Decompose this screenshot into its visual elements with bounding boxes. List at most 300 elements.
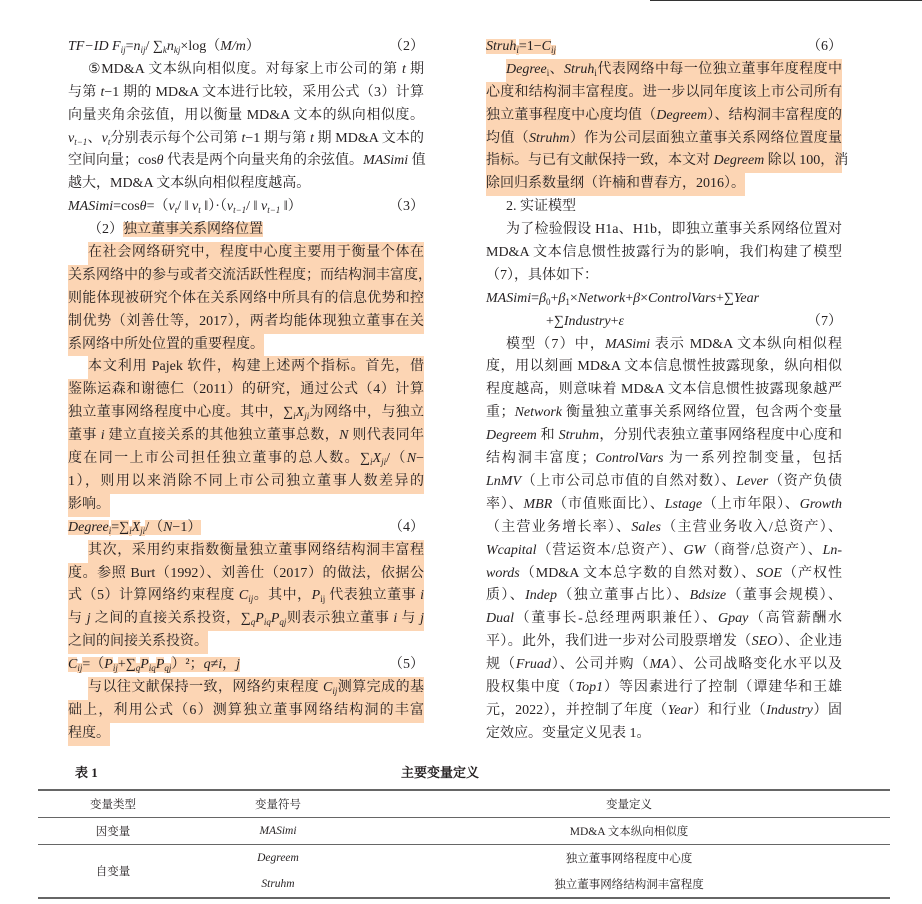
cell-type: 自变量 xyxy=(95,866,131,878)
equation-number: （7） xyxy=(807,313,842,329)
text-line xyxy=(486,723,842,746)
text-segment: 结构洞丰富度； xyxy=(486,451,596,467)
text-segment: 础上，利用公式（6）测算独立董事网络结构洞的丰富 xyxy=(68,702,424,718)
text-segment: ×log（ xyxy=(180,39,221,54)
text-segment: ）等因素进行了控制（谭建华和王雄 xyxy=(603,679,843,695)
text-segment: 除回归系数量纲（许楠和曹春方，2016）。 xyxy=(486,176,745,192)
text-segment: v xyxy=(68,130,75,146)
text-segment: − xyxy=(416,451,425,467)
text-segment: β xyxy=(539,290,546,306)
text-segment: t xyxy=(174,205,178,216)
text-segment: （营运资本/总资产）、 xyxy=(536,542,684,558)
text-line xyxy=(486,608,842,631)
text-segment: q xyxy=(250,617,256,628)
text-segment: =1− xyxy=(518,39,542,54)
text-segment: （MD&A 文本总字数的自然对数）、 xyxy=(519,565,757,581)
text-segment: 式（5）计算网络约束程度 xyxy=(68,588,239,604)
text-segment: （产权性 xyxy=(781,565,843,581)
text-segment: t xyxy=(100,84,105,100)
text-segment: 独立董事关系网络位置 xyxy=(123,222,263,238)
text-segment: ， xyxy=(222,657,237,673)
text-segment: −1 期与第 xyxy=(245,130,310,146)
table-header-row xyxy=(38,790,890,818)
table-row xyxy=(38,818,890,845)
equation-number: （3） xyxy=(389,199,424,215)
text-segment: words xyxy=(486,565,520,581)
text-segment: 心度和结构洞丰富程度。进一步以同年度该上市公司所有 xyxy=(486,84,842,100)
equation-number: （4） xyxy=(389,519,424,535)
text-segment: P xyxy=(140,657,149,673)
text-line xyxy=(486,517,842,540)
text-segment: N xyxy=(163,519,173,535)
text-segment: MASimi xyxy=(605,336,651,352)
text-segment: 为了检验假设 H1a、H1b，即独立董事关系网络位置对 xyxy=(506,222,842,238)
text-segment: i xyxy=(420,588,425,604)
text-segment: 程度。 xyxy=(68,725,110,741)
text-segment: ） xyxy=(245,39,260,54)
text-segment: 1 xyxy=(565,296,570,307)
text-line xyxy=(486,402,842,425)
text-segment: ）、公司战略变化水平以及 xyxy=(669,657,843,673)
text-segment: Struh xyxy=(486,39,517,54)
text-segment: Lstage xyxy=(664,496,703,512)
cell-symbol: MASimi xyxy=(259,825,297,837)
text-segment: Year xyxy=(733,290,760,306)
text-segment: C xyxy=(541,39,551,54)
table-row xyxy=(38,845,890,872)
text-segment: 平）。此外，我们进一步对公司股票增发（ xyxy=(486,634,752,650)
text-segment: 与以往文献保持一致，网络约束程度 xyxy=(88,679,323,695)
text-segment: 鉴陈运森和谢德仁（2011）的研究，通过公式（4）计算 xyxy=(68,382,424,398)
text-segment: i xyxy=(100,428,105,444)
text-segment: ，分别代表独立董事网络程度中心度和 xyxy=(599,428,843,444)
text-segment: 与 xyxy=(397,611,421,627)
text-segment: 在社会网络研究中，程度中心度主要用于衡量个体在 xyxy=(88,245,424,261)
text-segment: X xyxy=(295,405,305,421)
text-segment: 与 xyxy=(68,611,87,627)
text-segment: kj xyxy=(173,45,181,55)
text-segment: MA xyxy=(649,657,670,673)
text-line xyxy=(88,59,424,82)
text-segment: 、 xyxy=(87,130,102,146)
text-segment: P xyxy=(104,657,113,673)
text-segment: ji xyxy=(381,457,387,468)
text-line xyxy=(68,288,424,311)
text-segment: X xyxy=(372,451,382,467)
text-line xyxy=(486,471,842,494)
text-segment: （独立董事占比）、 xyxy=(556,588,690,604)
text-segment: 制优势（刘善仕等，2017），两者均能体现独立董事在关 xyxy=(68,313,424,329)
text-line xyxy=(486,105,842,128)
text-segment: ）、公司并购（ xyxy=(550,657,650,673)
text-segment: （市值账面比）、 xyxy=(552,496,665,512)
text-line xyxy=(68,585,424,608)
text-segment: （2） xyxy=(88,222,123,238)
text-segment: = xyxy=(531,290,540,306)
text-segment: N xyxy=(339,428,349,444)
text-segment: β xyxy=(558,290,566,306)
text-segment: q xyxy=(135,663,141,674)
text-segment: 率）、 xyxy=(486,496,524,512)
text-segment: （董事会规模）、 xyxy=(726,588,842,604)
text-segment: × xyxy=(640,290,649,306)
text-line xyxy=(486,242,842,265)
cell-symbol: Struhm xyxy=(261,878,295,890)
text-segment: Wcapital xyxy=(486,542,537,558)
text-segment: Bdsize xyxy=(689,588,727,604)
text-segment: j xyxy=(420,611,425,627)
text-segment: k xyxy=(162,45,167,55)
text-segment: 之间的间接关系投资。 xyxy=(68,634,208,650)
cell-symbol: Degreem xyxy=(257,852,299,864)
text-line xyxy=(486,631,842,654)
text-segment: v xyxy=(101,130,108,146)
formula xyxy=(68,654,240,677)
text-segment: Struhm xyxy=(529,130,570,146)
text-segment: = xyxy=(125,39,134,54)
text-segment: ij xyxy=(77,663,83,674)
text-segment: 本文利用 Pajek 软件，构建上述两个指标。首先，借 xyxy=(88,359,424,375)
formula xyxy=(486,288,759,311)
text-segment: Top1 xyxy=(575,679,604,695)
text-segment: （上市公司总市值的自然对数）、 xyxy=(521,473,737,489)
text-segment: 度在同一上市公司担任独立董事的总人数。∑ xyxy=(68,451,371,467)
text-segment: N xyxy=(406,451,417,467)
text-line xyxy=(68,105,424,128)
text-segment: ε xyxy=(618,313,624,329)
text-line xyxy=(68,723,110,746)
text-line xyxy=(486,379,842,402)
text-segment: −1 期的 MD&A 文本进行比较，采用公式（3）计算 xyxy=(104,84,424,100)
text-segment: ）²； xyxy=(171,657,204,673)
text-segment: i xyxy=(129,525,132,536)
equation-number: （2） xyxy=(389,39,424,54)
formula-line xyxy=(68,517,424,540)
text-segment: C xyxy=(68,657,78,673)
formula-line xyxy=(486,36,842,59)
text-segment: 期 MD&A 文本的 xyxy=(313,130,425,146)
text-segment: 分别表示每个公司第 xyxy=(110,130,242,146)
text-segment: ）固 xyxy=(812,702,843,718)
text-line xyxy=(68,471,424,494)
text-segment: ij xyxy=(248,594,254,605)
text-segment: θ xyxy=(156,153,164,169)
text-segment: 均值（ xyxy=(486,130,530,146)
formula-line xyxy=(68,36,424,59)
formula xyxy=(68,517,201,540)
text-segment: v xyxy=(226,199,234,215)
text-segment: v xyxy=(192,199,199,215)
text-segment: n xyxy=(166,39,174,54)
text-segment: 股权集中度（ xyxy=(486,679,576,695)
text-line xyxy=(68,608,424,631)
text-segment: Degree xyxy=(68,519,109,535)
text-segment: C xyxy=(323,679,333,695)
text-segment: 重； xyxy=(486,405,515,421)
text-segment: P xyxy=(255,611,264,627)
text-segment: v xyxy=(260,199,268,215)
text-line xyxy=(486,173,745,196)
table-title: 主要变量定义 xyxy=(400,765,479,780)
text-line xyxy=(68,700,424,723)
text-segment: MBR xyxy=(523,496,553,512)
text-segment: + xyxy=(550,290,559,306)
text-segment: ≠ xyxy=(210,657,219,673)
text-line xyxy=(506,334,842,357)
text-segment: 向量夹角余弦值，用以衡量 MD&A 文本的纵向相似度。 xyxy=(68,107,424,123)
text-line xyxy=(88,219,424,242)
text-segment: =cos xyxy=(113,199,140,215)
text-line xyxy=(88,242,424,265)
text-segment: （董事长-总经理两职兼任）、 xyxy=(514,611,718,627)
text-segment: 规（ xyxy=(486,657,516,673)
text-segment: ij xyxy=(551,45,557,55)
text-segment: 则代表同年 xyxy=(348,428,425,444)
text-segment: （高管薪酬水 xyxy=(748,611,842,627)
text-segment: =（ xyxy=(82,657,105,673)
text-segment: iq xyxy=(263,617,271,628)
text-segment: + xyxy=(625,290,634,306)
text-segment: Indep xyxy=(525,588,557,604)
text-segment: i xyxy=(218,657,223,673)
text-segment: 程度越高，则意味着 MD&A 文本信息惯性披露现象越严 xyxy=(486,382,842,398)
formula-line xyxy=(68,196,424,219)
text-segment: +∑ xyxy=(117,657,136,673)
text-segment: t xyxy=(198,205,201,216)
text-segment: iq xyxy=(148,663,156,674)
text-line xyxy=(506,196,842,219)
text-line xyxy=(486,585,842,608)
formula xyxy=(546,311,624,334)
text-segment: j xyxy=(86,611,91,627)
text-segment: ）和行业（ xyxy=(692,702,767,718)
text-segment: 独立董事网络程度中心度。其中，∑ xyxy=(68,405,294,421)
equation-number: （6） xyxy=(807,39,842,54)
text-segment: qj xyxy=(164,663,172,674)
text-segment: t−1 xyxy=(267,205,281,216)
text-segment: t xyxy=(107,136,111,147)
text-line xyxy=(68,311,424,334)
text-segment: t xyxy=(241,130,246,146)
text-line xyxy=(68,173,424,196)
text-segment: j xyxy=(236,657,241,673)
header-rule xyxy=(650,0,922,1)
text-segment: i xyxy=(393,611,398,627)
text-segment: 2. 实证模型 xyxy=(506,199,576,215)
text-segment: Network xyxy=(577,290,626,306)
text-segment: X xyxy=(131,519,141,535)
text-line xyxy=(68,402,424,425)
text-segment: ij xyxy=(332,685,338,696)
variable-definition-table xyxy=(38,789,890,899)
text-segment: 0 xyxy=(546,296,551,307)
text-line xyxy=(486,540,842,563)
text-line xyxy=(506,59,842,82)
text-segment: 。其中， xyxy=(253,588,312,604)
text-segment: ‖） xyxy=(280,199,302,215)
text-line xyxy=(88,677,424,700)
text-segment: 度，用以刻画 MD&A 文本信息惯性披露现象，纵向相似 xyxy=(486,359,842,375)
formula-line xyxy=(68,654,424,677)
text-segment: =∑ xyxy=(111,519,130,535)
text-segment: SOE xyxy=(756,565,782,581)
text-segment: ControlVars xyxy=(648,290,716,306)
text-line xyxy=(486,563,842,586)
text-segment: （7），具体如下： xyxy=(486,267,598,283)
text-segment: 关系网络中的参与或者交流活跃性程度；而结构洞丰富度， xyxy=(68,267,432,283)
text-segment: C xyxy=(238,588,249,604)
formula xyxy=(68,36,260,59)
text-segment: P xyxy=(311,588,321,604)
text-line xyxy=(68,82,424,105)
text-segment: 与第 xyxy=(68,84,101,100)
text-segment: ‖）·（ xyxy=(200,199,227,215)
text-line xyxy=(486,150,849,173)
text-segment: 指标。与已有文献保持一致，本文对 xyxy=(486,153,714,169)
text-segment: ji xyxy=(140,525,146,536)
text-line xyxy=(486,700,842,723)
text-segment: 1），则用以来消除不同上市公司独立董事人数差异的 xyxy=(68,473,424,489)
text-line xyxy=(486,654,842,677)
text-segment: MASimi xyxy=(486,290,532,306)
text-segment: v xyxy=(168,199,175,215)
text-segment: 元，2022），并控制了年度（ xyxy=(486,702,668,718)
text-segment: × xyxy=(569,290,578,306)
text-segment: （上市年限）、 xyxy=(702,496,800,512)
text-segment: 期 xyxy=(405,61,425,77)
text-segment: M/m xyxy=(220,39,246,54)
text-line xyxy=(486,356,842,379)
text-segment: 为网络中，与独立 xyxy=(309,405,425,421)
text-line xyxy=(88,356,424,379)
text-segment: Lever xyxy=(736,473,769,489)
text-segment: ⑤MD&A 文本纵向相似度。对每家上市公司的第 xyxy=(88,61,402,77)
text-line xyxy=(68,494,110,517)
text-segment: /（ xyxy=(145,519,164,535)
text-segment: q xyxy=(203,657,211,673)
text-segment: t−1 xyxy=(233,205,247,216)
text-segment: ij xyxy=(320,594,326,605)
text-segment: Gpay xyxy=(717,611,749,627)
text-segment: 表示 MD&A 文本纵向相似程 xyxy=(650,336,842,352)
cell-type: 因变量 xyxy=(95,826,131,838)
text-segment: ij xyxy=(120,45,126,55)
text-segment: Ln- xyxy=(822,542,843,558)
text-segment: ）、结构洞丰富程度的 xyxy=(707,107,843,123)
text-segment: ji xyxy=(304,411,310,422)
text-segment: 影响。 xyxy=(68,496,110,512)
text-segment: 独立董事程度中心度均值（ xyxy=(486,107,657,123)
text-segment: Degreem xyxy=(656,107,708,123)
text-segment: MD&A 文本信息惯性披露行为的影响，我们构建了模型 xyxy=(486,245,842,261)
cell-definition: 独立董事网络程度中心度 xyxy=(565,853,693,865)
text-segment: t xyxy=(401,61,406,77)
text-segment: MASimi xyxy=(363,153,409,169)
text-segment: SEO xyxy=(751,634,778,650)
text-line xyxy=(68,128,424,151)
text-segment: −1） xyxy=(172,519,202,535)
text-segment: n xyxy=(133,39,141,54)
left-column xyxy=(68,36,432,746)
text-segment: / ‖ xyxy=(177,199,193,215)
text-line xyxy=(68,631,208,654)
text-segment: =（ xyxy=(146,199,169,215)
header-type: 变量类型 xyxy=(90,799,136,811)
text-segment: Growth xyxy=(799,496,843,512)
text-segment: Industry xyxy=(766,702,813,718)
text-line xyxy=(486,494,842,517)
formula xyxy=(68,196,302,219)
formula xyxy=(486,36,556,59)
text-line xyxy=(506,219,842,242)
text-segment: i xyxy=(546,67,550,78)
text-segment: ）作为公司层面独立董事关系网络位置度量 xyxy=(569,130,843,146)
text-segment: 代表网络中每一位独立董事年度程度中 xyxy=(596,61,843,77)
formula-line xyxy=(486,311,842,334)
text-segment: i xyxy=(108,525,112,536)
cell-definition: 独立董事网络结构洞丰富程度 xyxy=(554,879,704,891)
text-line xyxy=(68,150,424,173)
text-segment: Dual xyxy=(486,611,514,627)
header-definition: 变量定义 xyxy=(606,799,652,811)
text-segment: 则表示独立董事 xyxy=(286,611,394,627)
text-segment: MASimi xyxy=(68,199,114,215)
text-segment: GW xyxy=(683,542,706,558)
text-segment: Network xyxy=(514,405,563,421)
text-segment: 系网络中所处位置的重要程度。 xyxy=(68,336,264,352)
text-segment: +∑ xyxy=(716,290,734,306)
text-segment: 和 xyxy=(536,428,559,444)
text-line xyxy=(68,334,264,357)
text-segment: + xyxy=(610,313,619,329)
text-segment: ij xyxy=(140,45,146,55)
text-line xyxy=(68,425,424,448)
text-segment: P xyxy=(270,611,280,627)
text-line xyxy=(68,563,424,586)
text-segment: 则能体现被研究个体在关系网络中所具有的信息优势和控 xyxy=(68,290,424,306)
text-segment: t xyxy=(309,130,314,146)
text-segment: 值 xyxy=(408,153,426,169)
text-segment: β xyxy=(633,290,641,306)
text-segment: 代表独立董事 xyxy=(325,588,421,604)
text-segment: Year xyxy=(667,702,693,718)
text-segment: Fruad xyxy=(515,657,551,673)
text-segment: / ‖ xyxy=(246,199,261,215)
text-segment: Struhm xyxy=(558,428,600,444)
text-segment: t−1 xyxy=(74,136,88,147)
text-segment: 定效应。变量定义见表 1。 xyxy=(486,725,651,741)
text-line xyxy=(486,128,842,151)
text-segment: 越大，MD&A 文本纵向相似程度越高。 xyxy=(68,176,311,192)
formula-line xyxy=(486,288,842,311)
text-segment: （商誉/总资产）、 xyxy=(705,542,823,558)
text-segment: ）、企业违 xyxy=(777,634,843,650)
right-column xyxy=(486,36,849,746)
text-segment: ControlVars xyxy=(595,451,664,467)
text-segment: 衡量独立董事关系网络位置，包含两个变量 xyxy=(562,405,843,421)
text-segment: LnMV xyxy=(486,473,521,489)
header-symbol: 变量符号 xyxy=(255,799,301,811)
text-segment: 建立直接关系的其他独立董事总数， xyxy=(104,428,340,444)
text-segment: +∑ xyxy=(546,313,564,329)
text-segment: i xyxy=(370,457,373,468)
text-segment: Degree xyxy=(506,61,547,77)
text-segment: / ∑ xyxy=(145,39,163,54)
cell-definition: MD&A 文本纵向相似度 xyxy=(569,826,689,838)
text-segment: Degreem xyxy=(713,153,765,169)
text-segment: Industry xyxy=(563,313,611,329)
text-line xyxy=(68,379,424,402)
